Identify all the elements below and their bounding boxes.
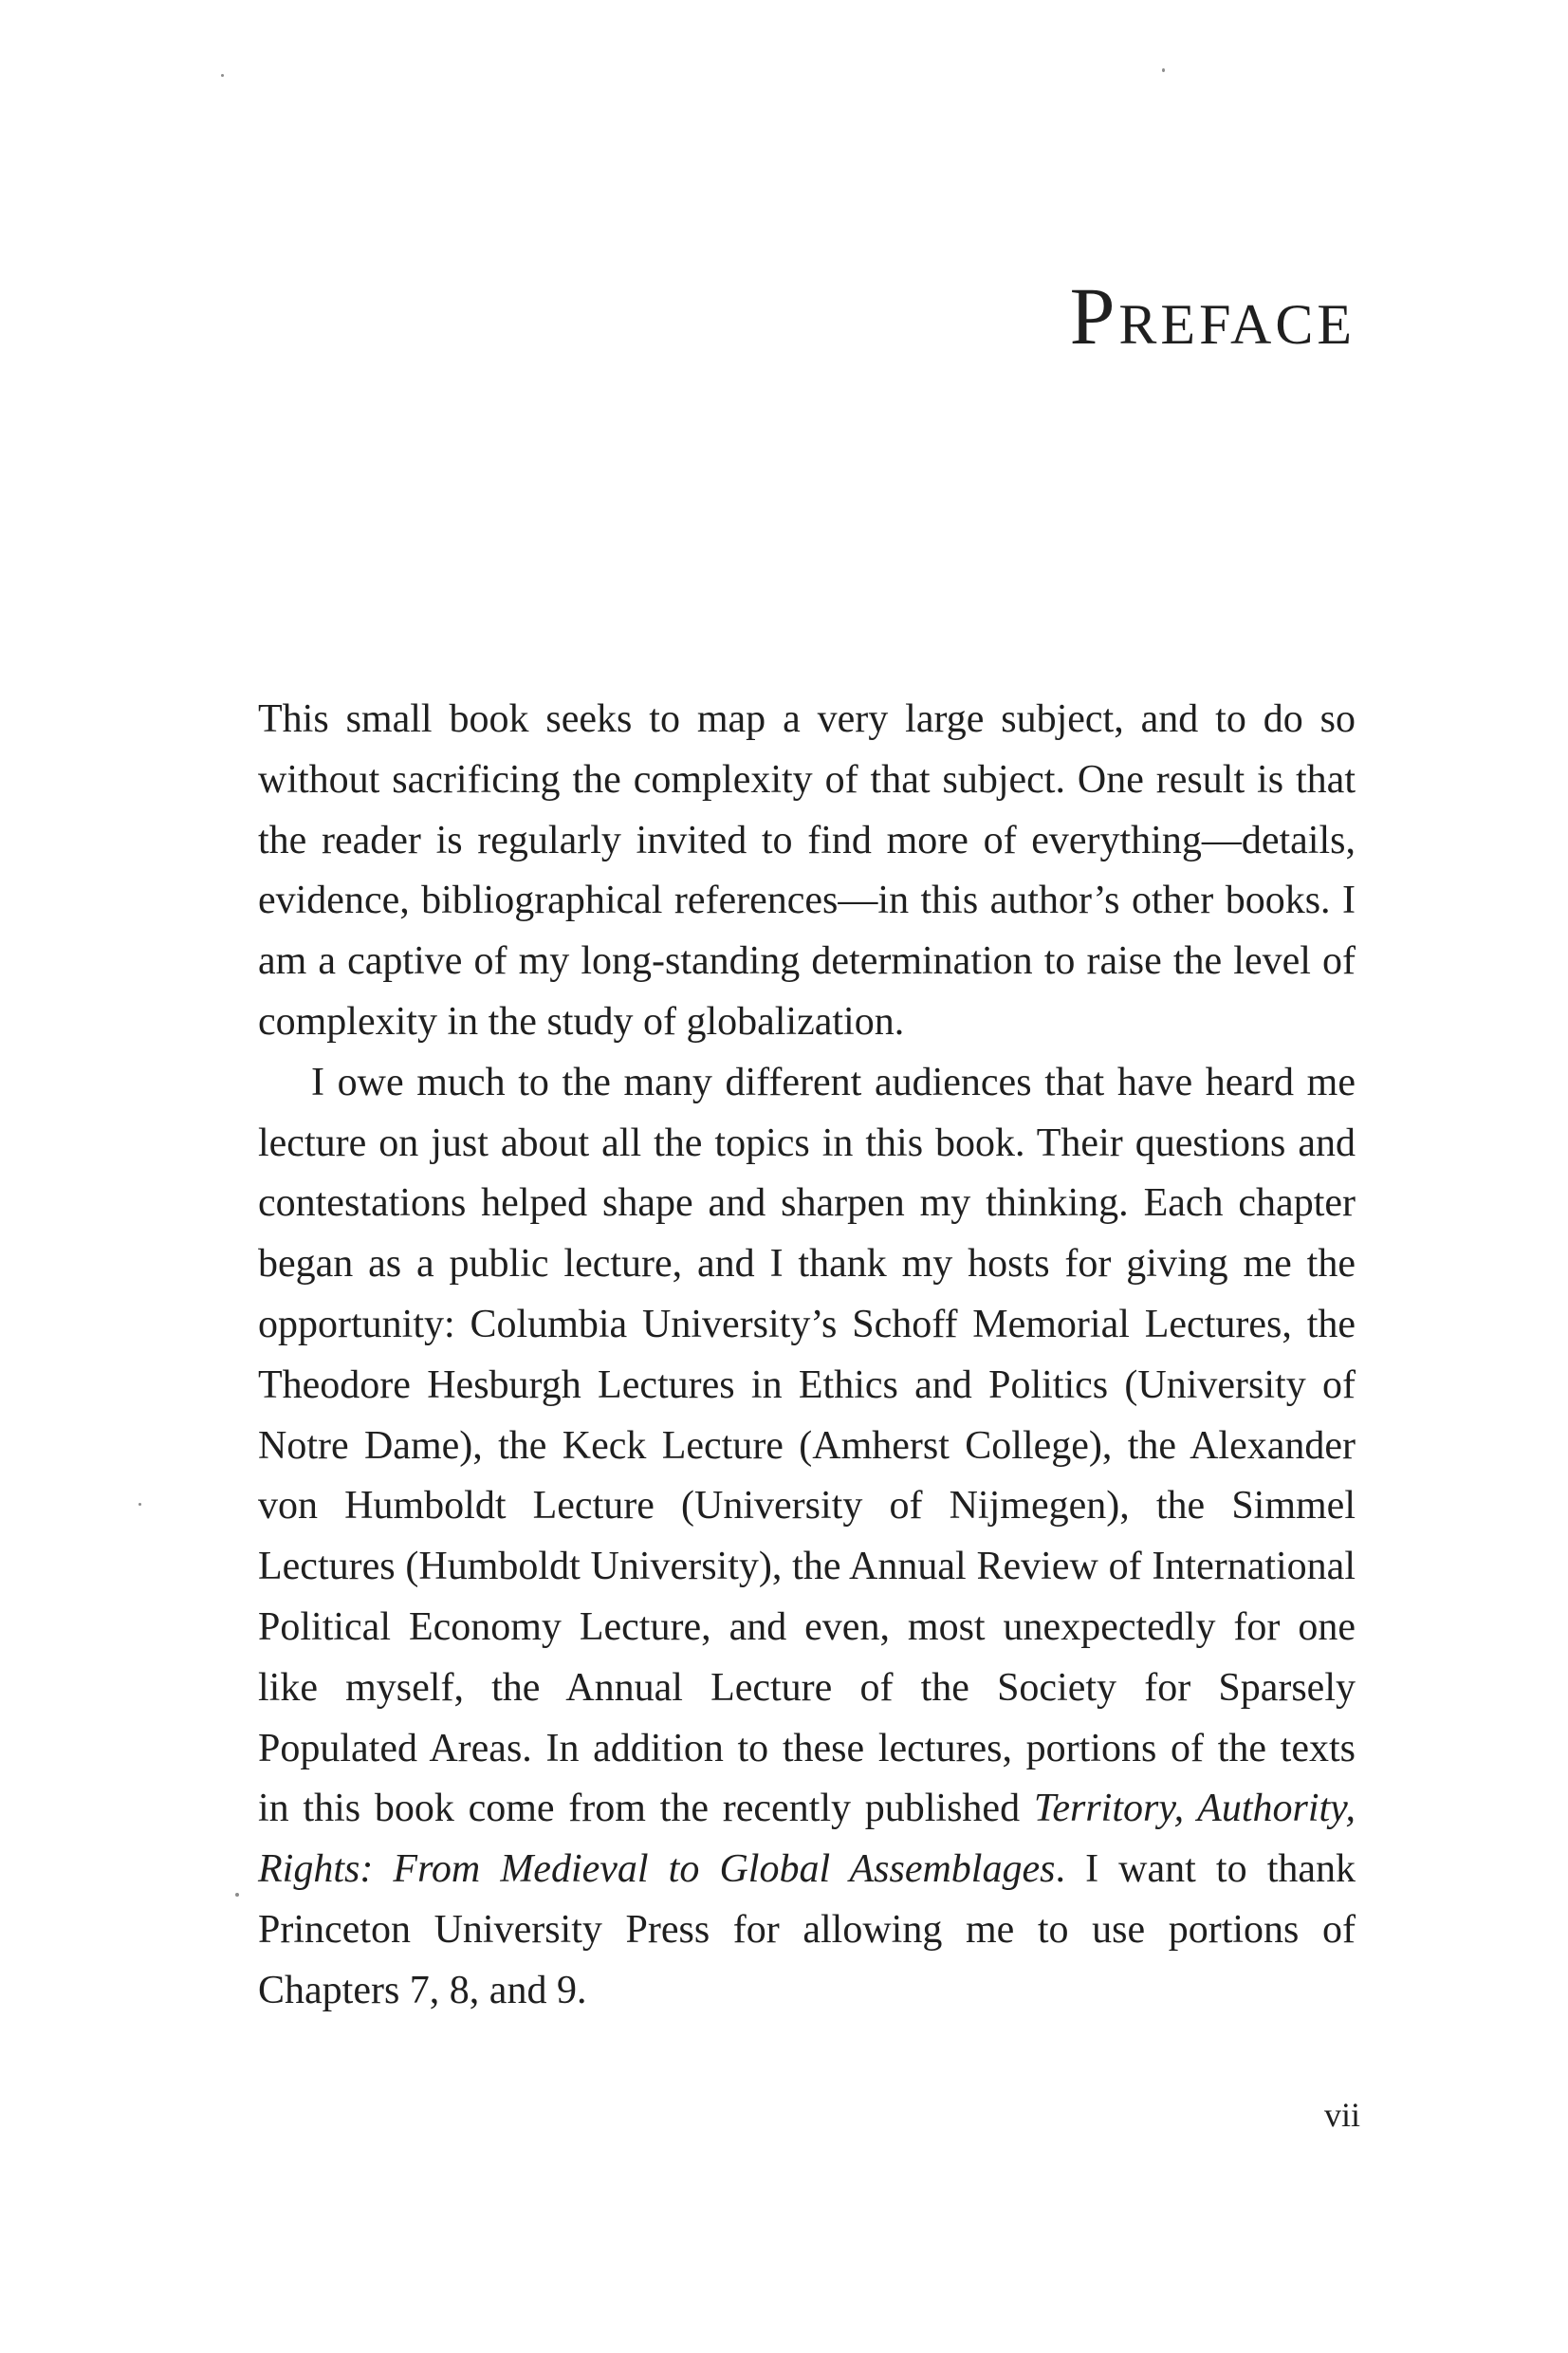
scan-speck — [221, 74, 224, 77]
paragraph-1: This small book seeks to map a very large subject, and to do so without sacrificing the complexity of that subject. One result is that the reader is regularly invited to find more of everything—details, evidence, bibliographical references—in this author’s other books. I am a captive of my long-standing determination to raise the level of complexity in the study of globalization. — [258, 697, 1356, 1044]
page-number: vii — [1323, 2096, 1360, 2134]
paragraph-2 — [258, 1053, 1356, 2022]
scan-speck — [235, 1893, 239, 1897]
paragraph-2-text-end: . I want to thank Princeton University Press for allowing me to use portions of Chapters 7, 8, and 9. — [258, 1847, 1356, 2012]
book-title-citation: Territory, Authority, Rights: From Medieval to Global Assemblages — [258, 1787, 1356, 1892]
paragraph-2-text: I owe much to the many different audiences that have heard me lecture on just about all the topics in this book. Their questions and contestations helped shape and sharpen my thinking. Each chapter began as a public lecture, and I thank my hosts for giving me the opportunity: Columbia University’s Schoff Memorial Lectures, the Theodore Hesburgh Lectures in Ethics and Politics (University of Notre Dame), the Keck Lecture (Amherst College), the Alexander von Humboldt Lecture (University of Nijmegen), the Simmel Lectures (Humboldt University), the Annual Review of International Political Economy Lecture, and even, most unexpectedly for one like myself, the Annual Lecture of the Society for Sparsely Populated Areas. In addition to these lectures, portions of the texts in this book come from the recently published — [258, 1060, 1356, 1831]
body-text — [258, 690, 1356, 2022]
page-title: Preface — [1069, 270, 1356, 361]
scan-speck — [1162, 68, 1165, 72]
scan-speck — [138, 1503, 141, 1506]
